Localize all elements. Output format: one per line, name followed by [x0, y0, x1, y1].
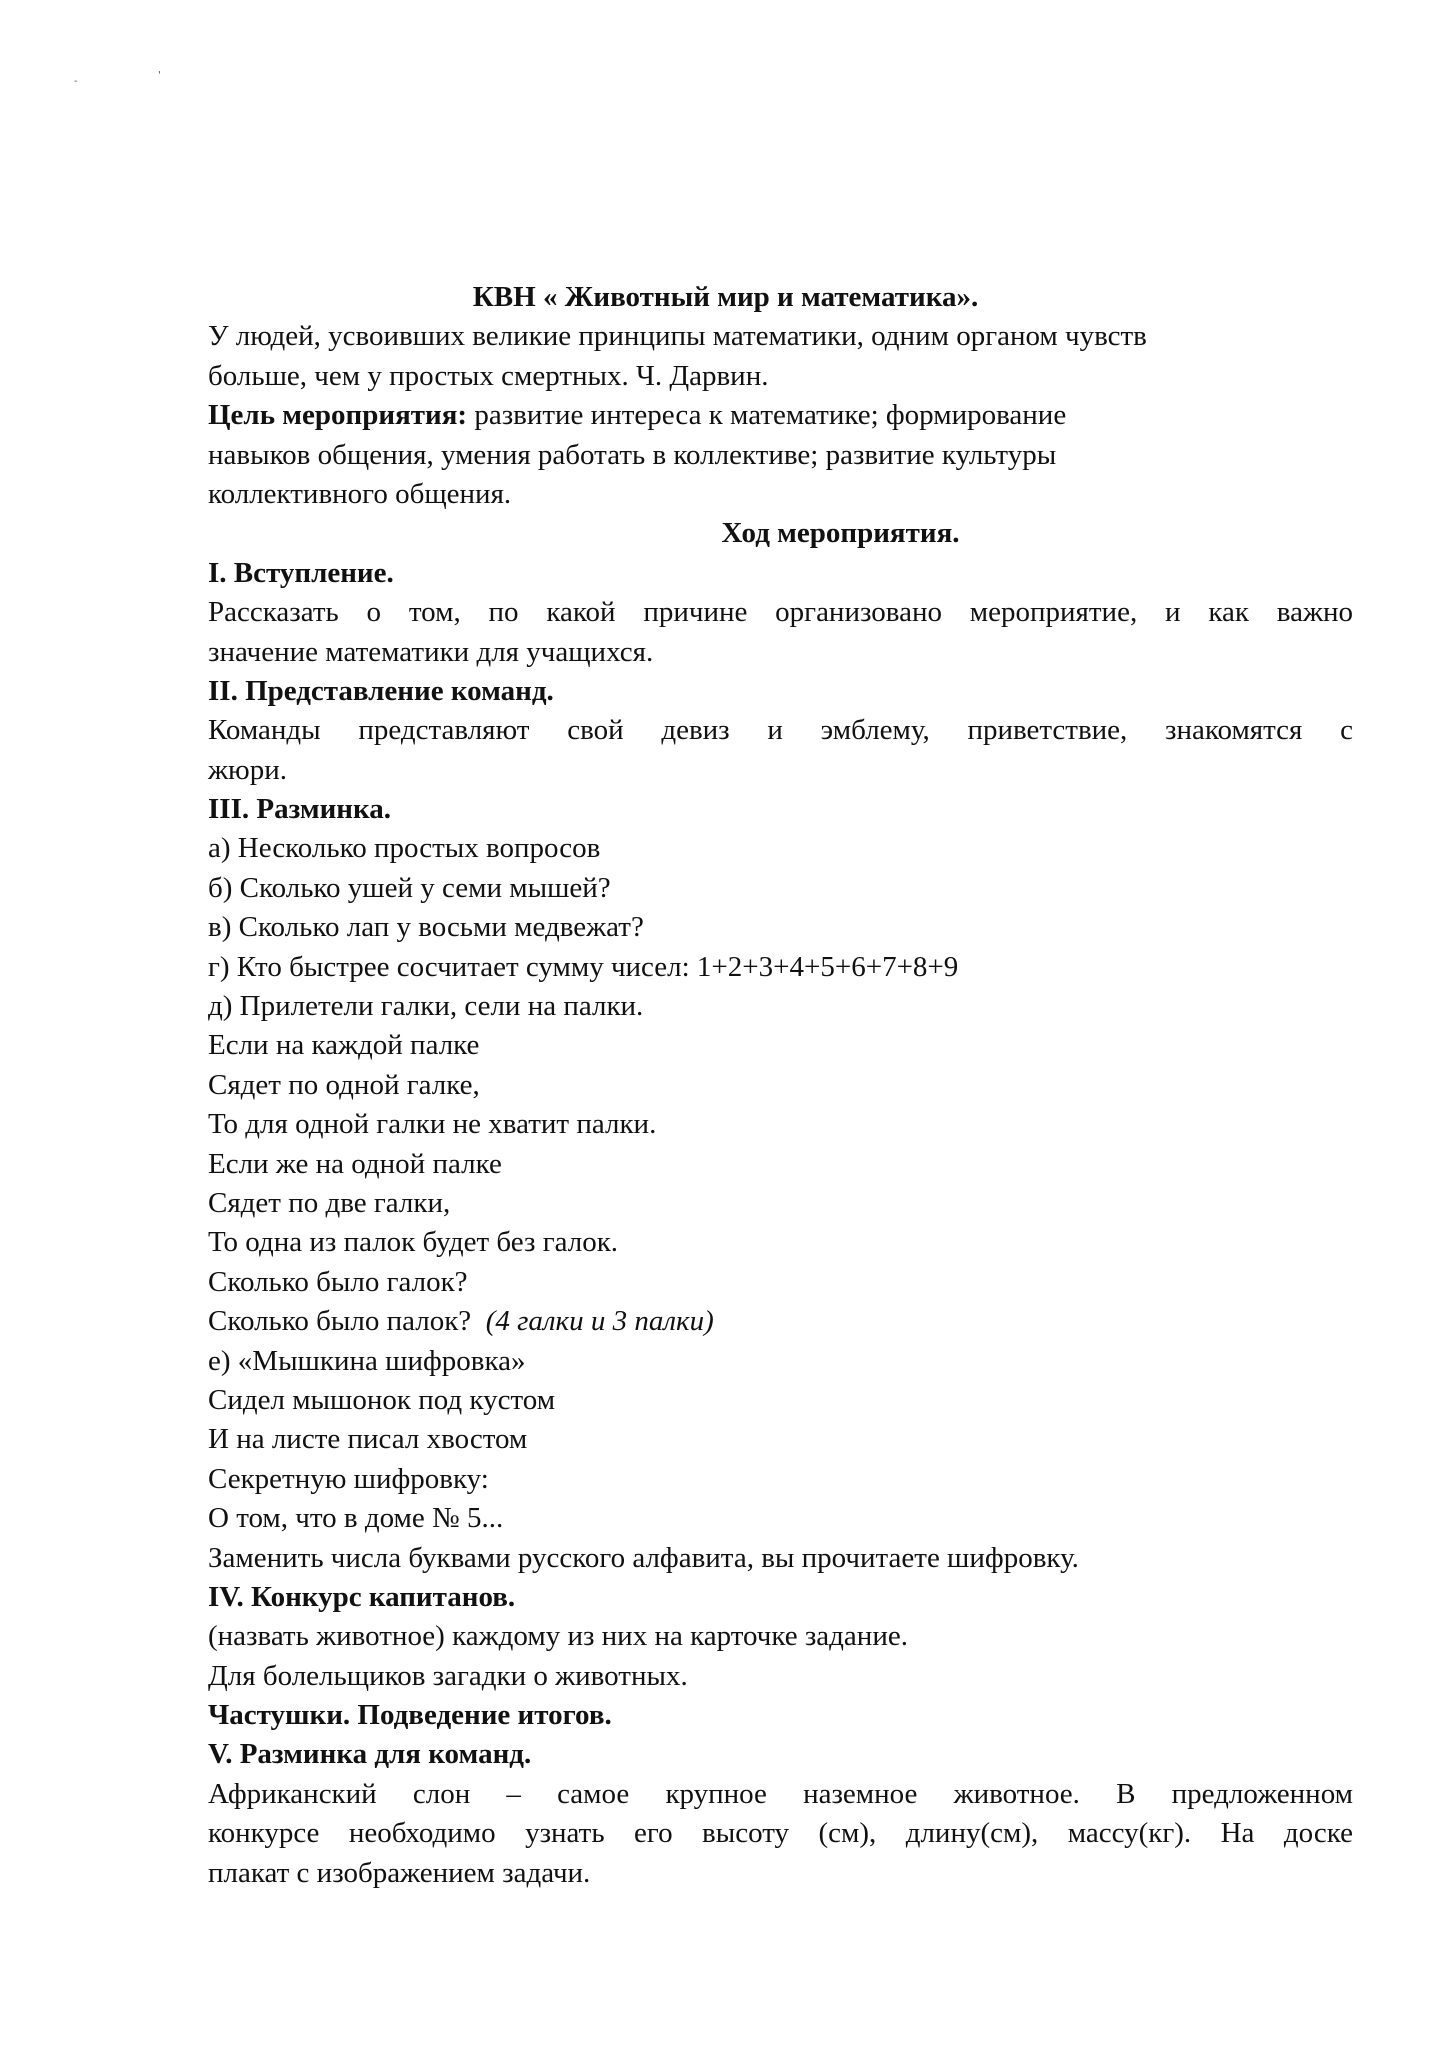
- paragraph-line: значение математики для учащихся.: [208, 635, 654, 668]
- document-title: КВН « Животный мир и математика».: [472, 281, 979, 313]
- paragraph-line: конкурсе необходимо узнать его высоту (см), длину(см), массу(кг). На доске: [208, 1817, 1353, 1850]
- document-subtitle: Ход мероприятия.: [721, 517, 960, 550]
- paragraph-line: плакат с изображением задачи.: [208, 1856, 591, 1889]
- goal-text: развитие интереса к математике; формирование: [467, 399, 1067, 432]
- poem-line: То одна из палок будет без галок.: [208, 1226, 619, 1259]
- paragraph-line: Заменить числа буквами русского алфавита, вы прочитаете шифровку.: [208, 1541, 1079, 1574]
- list-item: д) Прилетели галки, сели на палки.: [208, 990, 644, 1023]
- poem-line: Сколько было галок?: [208, 1265, 468, 1298]
- scan-speck: ': [158, 70, 161, 81]
- section-heading: II. Представление команд.: [208, 674, 554, 707]
- section-heading: III. Разминка.: [208, 793, 392, 826]
- list-item: б) Сколько ушей у семи мышей?: [208, 871, 611, 904]
- paragraph-line: Команды представляют свой девиз и эмблему, приветствие, знакомятся с: [208, 714, 1353, 747]
- list-item: в) Сколько лап у восьми медвежат?: [208, 911, 644, 944]
- poem-line: Сядет по одной галке,: [208, 1068, 480, 1101]
- epigraph-line: больше, чем у простых смертных. Ч. Дарвин.: [208, 359, 769, 392]
- paragraph-line: Для болельщиков загадки о животных.: [208, 1659, 688, 1692]
- paragraph-line: (назвать животное) каждому из них на карточке задание.: [208, 1620, 908, 1653]
- scan-speck: -: [74, 76, 78, 87]
- epigraph-line: У людей, усвоивших великие принципы математики, одним органом чувств: [208, 320, 1147, 353]
- paragraph-line: Рассказать о том, по какой причине организовано мероприятие, и как важно: [208, 596, 1353, 629]
- goal-label: Цель мероприятия:: [208, 399, 468, 432]
- answer-text: (4 галки и 3 палки): [485, 1305, 714, 1338]
- section-heading: V. Разминка для команд.: [208, 1738, 532, 1771]
- paragraph-line: жюри.: [208, 753, 287, 786]
- poem-line: Секретную шифровку:: [208, 1462, 489, 1495]
- poem-line: Сядет по две галки,: [208, 1186, 451, 1219]
- list-item: е) «Мышкина шифровка»: [208, 1344, 526, 1377]
- poem-line: [208, 1302, 1353, 1341]
- poem-line: То для одной галки не хватит палки.: [208, 1108, 657, 1141]
- goal-line: коллективного общения.: [208, 477, 512, 510]
- document-page: [208, 278, 1353, 1893]
- list-item: а) Несколько простых вопросов: [208, 832, 601, 865]
- paragraph-line: Африканский слон – самое крупное наземное животное. В предложенном: [208, 1777, 1353, 1810]
- poem-line: О том, что в доме № 5...: [208, 1502, 504, 1535]
- goal-line: навыков общения, умения работать в коллективе; развитие культуры: [208, 438, 1057, 471]
- section-heading: I. Вступление.: [208, 556, 394, 589]
- section-heading: IV. Конкурс капитанов.: [208, 1580, 516, 1613]
- question-text: Сколько было палок?: [208, 1305, 472, 1338]
- section-heading: Частушки. Подведение итогов.: [208, 1699, 612, 1732]
- poem-line: Сидел мышонок под кустом: [208, 1383, 556, 1416]
- list-item: г) Кто быстрее сосчитает сумму чисел: 1+2+3+4+5+6+7+8+9: [208, 950, 959, 983]
- goal-line: [208, 396, 1353, 435]
- poem-line: И на листе писал хвостом: [208, 1423, 528, 1456]
- poem-line: Если на каждой палке: [208, 1029, 480, 1062]
- poem-line: Если же на одной палке: [208, 1147, 502, 1180]
